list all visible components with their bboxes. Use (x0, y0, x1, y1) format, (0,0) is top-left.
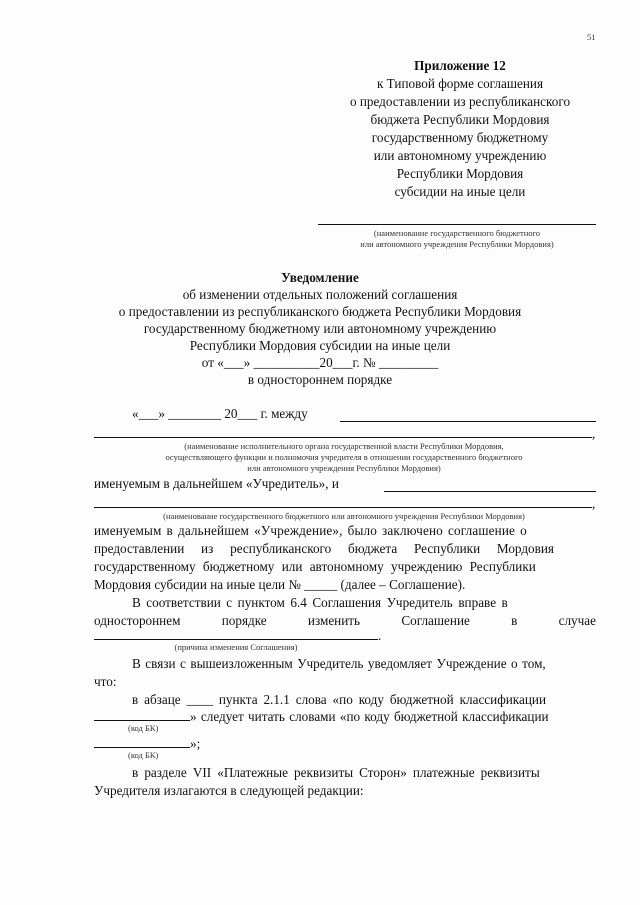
appendix-line: Республики Мордовия (396, 166, 524, 181)
founder-blank-line[interactable] (94, 437, 592, 438)
appendix-line: к Типовой форме соглашения (376, 76, 544, 91)
para2-line2 (94, 613, 596, 629)
founder-caption: осуществляющего функции и полномочия учредителя в отношении государственного бюджетного (165, 452, 523, 462)
word: изменить (307, 613, 361, 628)
recipient-blank-line[interactable] (318, 224, 596, 225)
code-caption: (код БК) (128, 750, 159, 760)
page-number: 51 (587, 32, 596, 42)
para1-line: именуемым в дальнейшем «Учреждение», было заключено соглашение о (94, 523, 527, 538)
code-blank-line-2[interactable] (94, 747, 190, 748)
founder-caption: или автономного учреждения Республики Мордовия) (247, 463, 441, 473)
comma: , (592, 426, 596, 441)
founder-caption: (наименование исполнительного органа государственной власти Республики Мордовия, (184, 441, 504, 451)
para2-line: В соответствии с пунктом 6.4 Соглашения Учредитель вправе в (132, 595, 508, 610)
comma: , (592, 496, 596, 511)
word: порядке (221, 613, 267, 628)
institution-blank-line-2[interactable] (94, 507, 592, 508)
para3-line: что: (94, 674, 117, 689)
parties-blank-line[interactable] (340, 421, 596, 422)
notice-line: об изменении отдельных положений соглашения (182, 287, 458, 302)
code-end: »; (190, 736, 201, 751)
word: в (511, 613, 518, 628)
para1-line: государственному бюджетному или автономному учреждению Республики (94, 559, 536, 574)
institution-blank-line-1[interactable] (384, 491, 596, 492)
word: одностороннем (94, 613, 181, 628)
named-founder: именуемым в дальнейшем «Учредитель», и (94, 476, 339, 491)
notice-line: Республики Мордовия субсидии на иные цели (189, 338, 451, 353)
para1-line: предоставлении из республиканского бюджета Республики Мордовия (94, 541, 554, 556)
notice-title: Уведомление (281, 270, 359, 285)
notice-mode-line: в одностороннем порядке (247, 372, 393, 387)
para1-line[interactable]: Мордовия субсидии на иные цели № _____ (далее – Соглашение). (94, 577, 466, 592)
recipient-caption: (наименование государственного бюджетного (373, 228, 541, 238)
notice-line: государственному бюджетному или автономному учреждению (143, 321, 497, 336)
institution-caption: (наименование государственного бюджетного или автономного учреждения Республики Мордовия) (163, 511, 525, 521)
para4-line[interactable]: в абзаце ____ пункта 2.1.1 слова «по коду бюджетной классификации (132, 692, 547, 707)
para5-line: в разделе VII «Платежные реквизиты Сторон» платежные реквизиты (132, 765, 540, 780)
code-caption: (код БК) (128, 723, 159, 733)
para3-line: В связи с вышеизложенным Учредитель уведомляет Учреждение о том, (132, 656, 546, 671)
appendix-title: Приложение 12 (414, 58, 506, 73)
para5-line: Учредителя излагаются в следующей редакции: (94, 783, 364, 798)
appendix-line: или автономному учреждению (373, 148, 547, 163)
reason-blank-line[interactable] (94, 639, 378, 640)
agreement-date-line[interactable]: «___» ________ 20___ г. между (132, 406, 308, 421)
notice-line: о предоставлении из республиканского бюджета Республики Мордовия (118, 304, 522, 319)
word: случае (558, 613, 596, 628)
notice-date-line[interactable]: от «___» __________20___г. № _________ (201, 355, 439, 370)
appendix-line: государственному бюджетному (371, 130, 549, 145)
appendix-line: субсидии на иные цели (394, 184, 526, 199)
para4-line: » следует читать словами «по коду бюджетной классификации (190, 709, 549, 724)
word: Соглашение (401, 613, 470, 628)
reason-caption: (причина изменения Соглашения) (174, 642, 298, 652)
period: . (378, 628, 382, 643)
appendix-line: бюджета Республики Мордовия (370, 112, 550, 127)
recipient-caption: или автономного учреждения Республики Мордовия) (360, 239, 554, 249)
appendix-line: о предоставлении из республиканского (349, 94, 571, 109)
code-blank-line-1[interactable] (94, 720, 190, 721)
